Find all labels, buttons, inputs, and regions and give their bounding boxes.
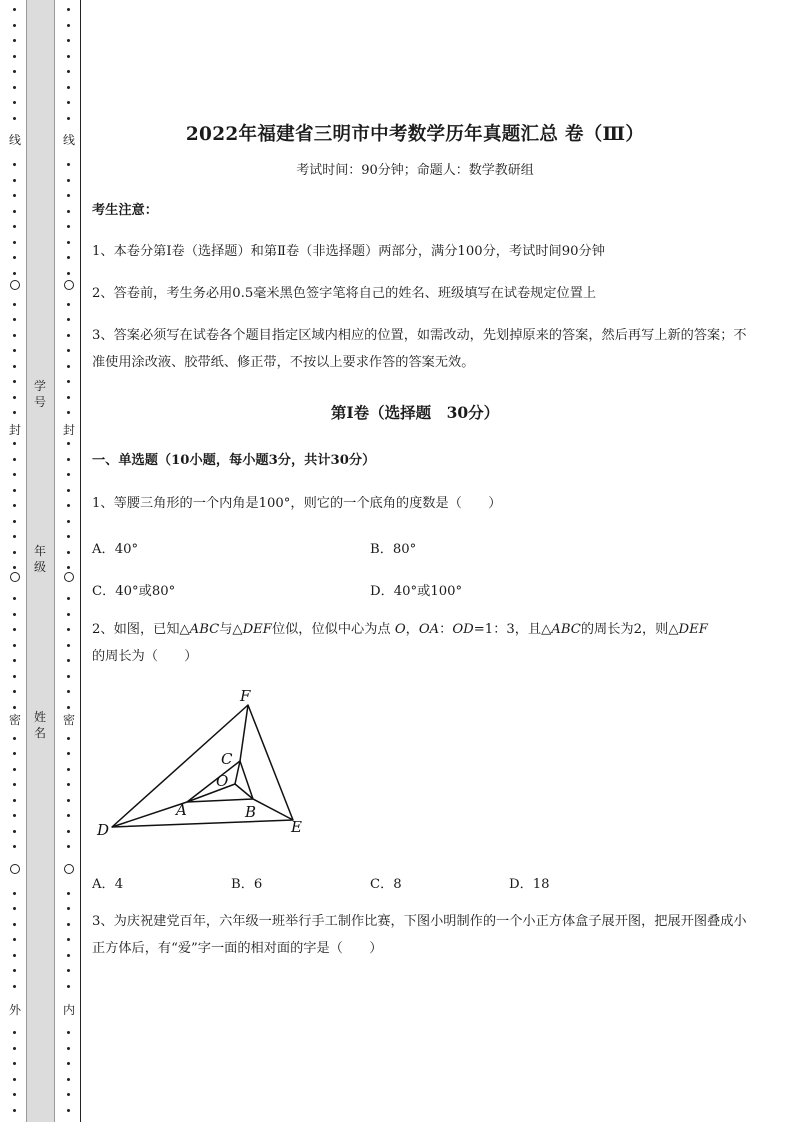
part-title: 一、单选题（10小题，每小题3分，共计30分）	[92, 453, 376, 468]
question-1-stem: 1、等腰三角形的一个内角是100°，则它的一个底角的度数是（ ）	[92, 496, 502, 511]
q2-stem-part: 2、如图，已知△	[92, 622, 190, 637]
label-a: A	[176, 801, 187, 819]
label-d: D	[97, 821, 110, 839]
label-o: O	[216, 772, 229, 790]
question-3-stem: 3、为庆祝建党百年，六年级一班举行手工制作比赛，下图小明制作的一个小正方体盒子展开图，把展开图叠成小正方体后，有“爱”字一面的相对面的字是（ ）	[92, 914, 747, 956]
q2-option-a: A．4	[92, 877, 124, 892]
name-label: 姓 名	[33, 710, 46, 740]
notice-item-1: 1、本卷分第Ⅰ卷（选择题）和第Ⅱ卷（非选择题）两部分，满分100分，考试时间90分钟	[92, 244, 605, 259]
q1-option-c: C．40°或80°	[92, 584, 176, 599]
left-seal-char: 外	[9, 1003, 22, 1017]
exam-subtitle: 考试时间：90分钟；命题人：数学教研组	[296, 163, 534, 178]
right-seal-char: 密	[63, 713, 76, 727]
question-2-stem	[92, 616, 750, 670]
q2-point-o: O	[390, 622, 406, 637]
line-fc	[240, 705, 248, 761]
section-title: 第Ⅰ卷（选择题 30分）	[330, 403, 500, 422]
label-e: E	[291, 818, 302, 836]
q2-triangle-abc: ABC	[551, 622, 581, 637]
q2-option-c: C．8	[370, 877, 402, 892]
label-f: F	[240, 687, 251, 705]
q2-similar-triangles-figure	[90, 682, 320, 842]
line-eb	[253, 799, 293, 820]
q2-stem-part: 位似，位似中心为点	[271, 622, 391, 637]
q2-segment-od: OD	[452, 622, 474, 637]
left-seal-char: 密	[9, 713, 22, 727]
notice-item-2: 2、答卷前，考生务必用0.5毫米黑色签字笔将自己的姓名、班级填写在试卷规定位置上	[92, 286, 597, 301]
q1-option-b: B．80°	[370, 542, 417, 557]
q2-stem-part: 与△	[219, 622, 243, 637]
q2-segment-oa: OA	[418, 622, 440, 637]
exam-title: 2022年福建省三明市中考数学历年真题汇总 卷（Ⅲ）	[185, 124, 645, 145]
q2-triangle-def: DEF	[242, 622, 272, 637]
notice-item-3: 3、答案必须写在试卷各个题目指定区域内相应的位置，如需改动，先划掉原来的答案，然后再写上新的答案；不准使用涂改液、胶带纸、修正带，不按以上要求作答的答案无效。	[92, 328, 747, 370]
q2-stem-part: ：	[439, 622, 453, 637]
right-seal-char: 内	[63, 1003, 76, 1017]
q1-option-a: A．40°	[92, 542, 139, 557]
q2-option-b: B．6	[231, 877, 263, 892]
q2-option-d: D．18	[509, 877, 550, 892]
triangle-def	[112, 705, 293, 827]
right-seal-char: 线	[63, 133, 76, 147]
q2-stem-part: 的周长为2，则△	[580, 622, 679, 637]
grade-label: 年 级	[33, 544, 46, 574]
left-seal-char: 线	[9, 133, 22, 147]
q2-triangle-abc: ABC	[189, 622, 220, 637]
q2-triangle-def: DEF	[678, 622, 708, 637]
left-seal-char: 封	[9, 423, 22, 437]
student-id-label: 学 号	[33, 379, 46, 409]
notice-heading: 考生注意：	[92, 203, 158, 218]
q2-stem-part: ，	[405, 622, 419, 637]
q2-stem-part: =1：3，且△	[473, 622, 552, 637]
q1-option-d: D．40°或100°	[370, 584, 463, 599]
right-seal-char: 封	[63, 423, 76, 437]
label-b: B	[245, 803, 257, 821]
q2-stem-tail: 的周长为（ ）	[92, 649, 198, 664]
label-c: C	[221, 750, 233, 768]
